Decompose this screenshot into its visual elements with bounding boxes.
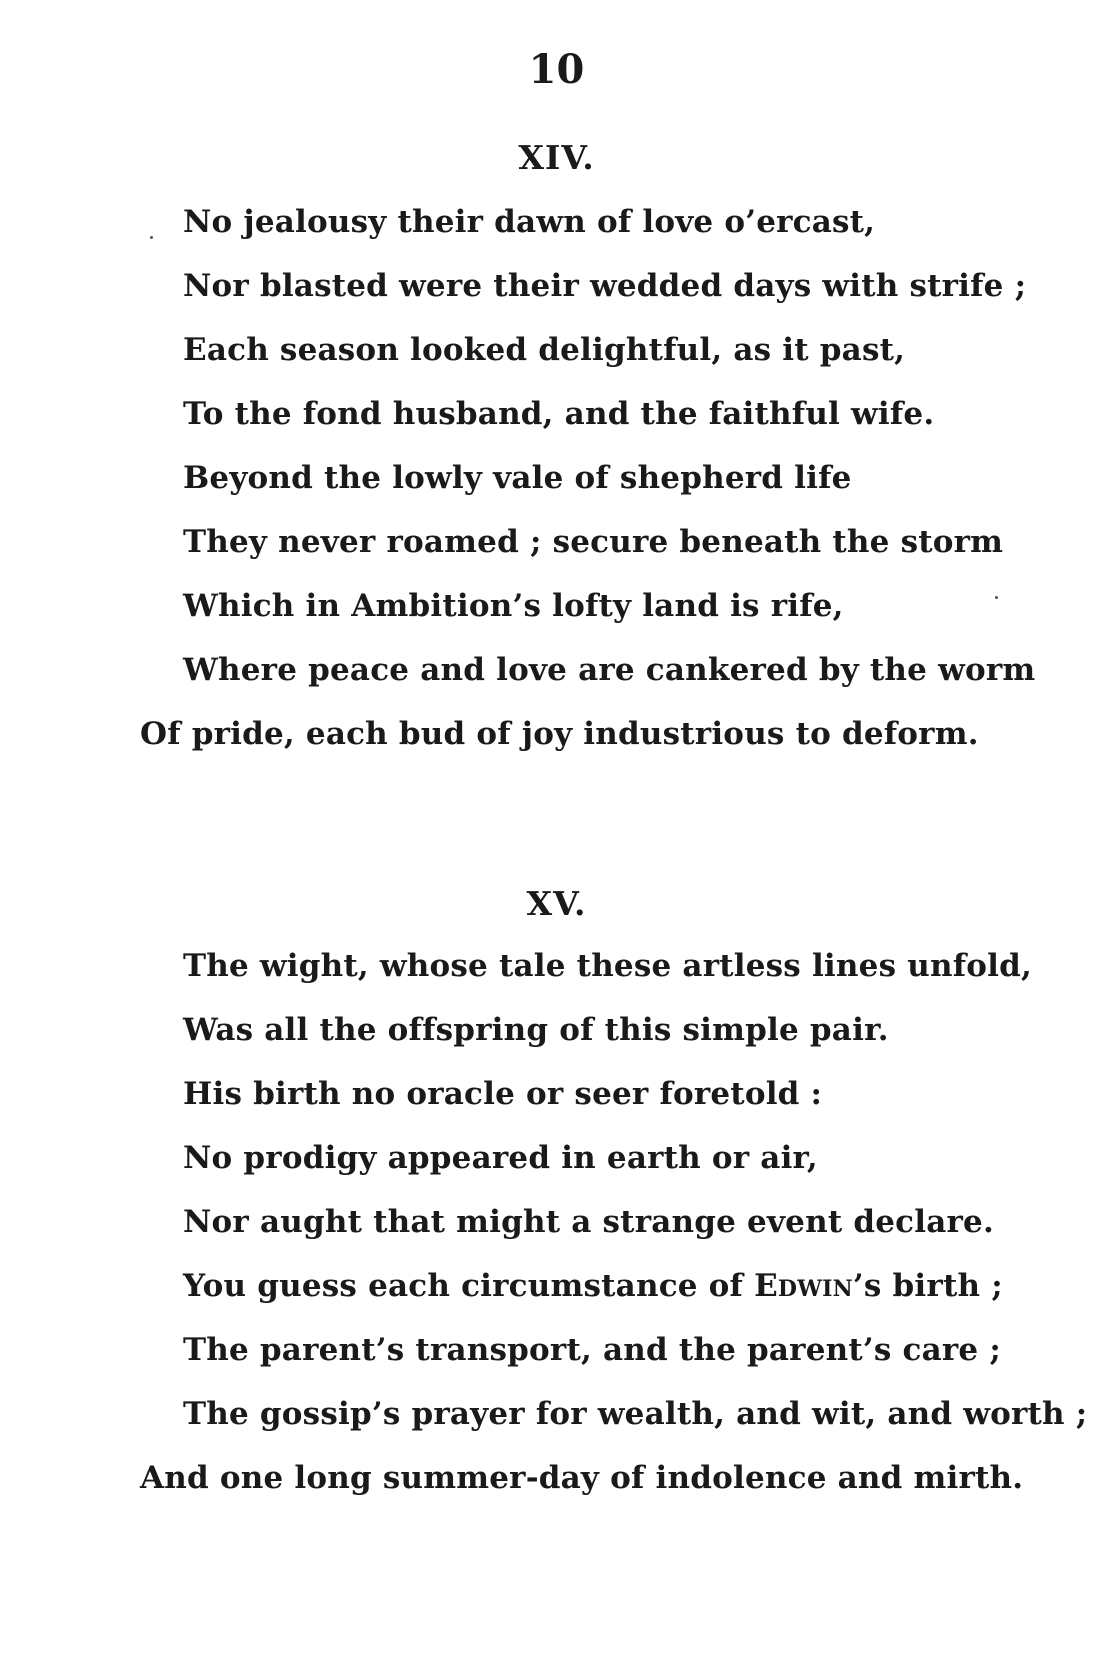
stanza-numeral-xv: XV.	[526, 884, 587, 923]
verse-line: Beyond the lowly vale of shepherd life	[183, 460, 852, 496]
stanza-numeral-xiv: XIV.	[518, 138, 595, 177]
character-name: Edwin	[754, 1268, 853, 1304]
verse-line: Which in Ambition’s lofty land is rife,	[183, 588, 844, 624]
page-number: 10	[528, 46, 585, 93]
ink-speck	[995, 596, 998, 599]
verse-line: The gossip’s prayer for wealth, and wit, and worth ;	[183, 1396, 1088, 1432]
verse-line: No prodigy appeared in earth or air,	[183, 1140, 818, 1176]
verse-line: Nor blasted were their wedded days with strife ;	[183, 268, 1027, 304]
verse-line-with-name	[183, 1264, 1003, 1308]
verse-line: The parent’s transport, and the parent’s care ;	[183, 1332, 1001, 1368]
verse-line: Where peace and love are cankered by the worm	[183, 652, 1036, 688]
verse-line-tail: ’s birth ;	[852, 1268, 1003, 1304]
verse-line-head: You guess each circumstance of	[183, 1268, 755, 1304]
verse-line: Nor aught that might a strange event declare.	[183, 1204, 994, 1240]
verse-line: His birth no oracle or seer foretold :	[183, 1076, 823, 1112]
verse-line: No jealousy their dawn of love o’ercast,	[183, 204, 876, 240]
ink-speck	[150, 236, 153, 239]
verse-line-alexandrine: Of pride, each bud of joy industrious to deform.	[140, 716, 979, 752]
verse-line: To the fond husband, and the faithful wife.	[183, 396, 935, 432]
verse-line: The wight, whose tale these artless lines unfold,	[183, 948, 1032, 984]
verse-line: Each season looked delightful, as it past,	[183, 332, 906, 368]
verse-line: Was all the offspring of this simple pair.	[183, 1012, 889, 1048]
verse-line-alexandrine: And one long summer-day of indolence and mirth.	[140, 1460, 1024, 1496]
verse-line: They never roamed ; secure beneath the storm	[183, 524, 1004, 560]
